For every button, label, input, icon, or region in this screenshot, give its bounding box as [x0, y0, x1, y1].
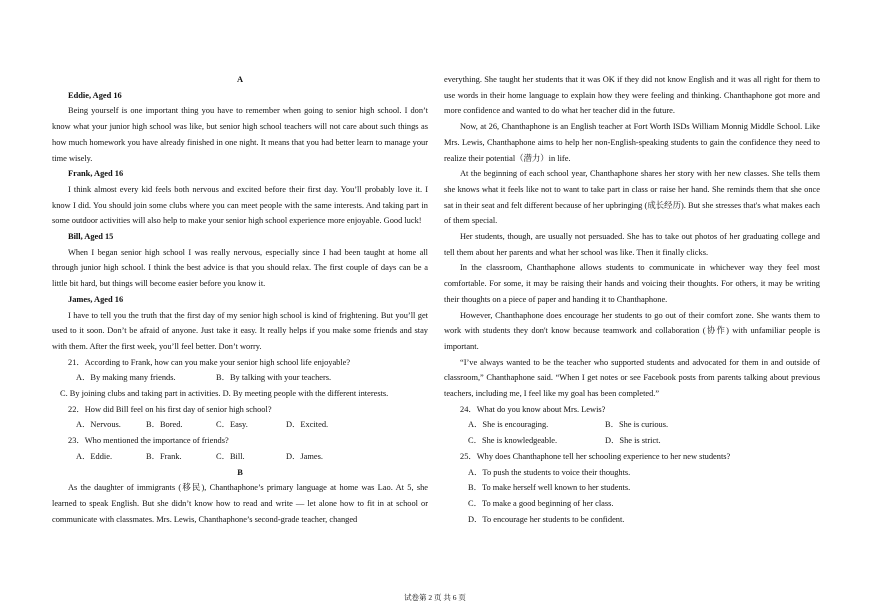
- q25-option-b: B．To make herself well known to her students.: [468, 483, 631, 493]
- bill-paragraph: When I began senior high school I was really nervous, especially since I had been taught at home all through junior high school. I think the best advice is that you should relax. The first couple of days can be a little bit hard, but things will become easier before you know it.: [52, 247, 428, 289]
- passage-b-p4: Her students, though, are usually not persuaded. She has to take out photos of her graduating college and tell them about her parents and what her school was like. Then it finally clicks.: [444, 232, 820, 257]
- frank-paragraph: I think almost every kid feels both nervous and excited before their first day. You’ll probably love it. I know I did. You should join some clubs where you can meet people with the same interests. And taking part in some outdoor activities will also help to make your senior high school experience more enjoyable. Good luck!: [52, 184, 428, 226]
- q21-options-cd: C. By joining clubs and taking part in activities. D. By meeting people with the different interests.: [60, 389, 389, 399]
- q23-option-c: C．Bill.: [216, 451, 245, 461]
- question-22: 22．How did Bill feel on his first day of senior high school?: [68, 404, 272, 414]
- bill-name: Bill, Aged 15: [68, 232, 114, 242]
- left-column: [52, 72, 428, 527]
- q25-option-d: D．To encourage her students to be confident.: [468, 514, 625, 524]
- page-footer: 试卷第 2 页 共 6 页: [404, 593, 466, 602]
- frank-name: Frank, Aged 16: [68, 169, 124, 179]
- question-25: 25．Why does Chanthaphone tell her schooling experience to her new students?: [460, 451, 731, 461]
- question-22-options: [52, 417, 428, 433]
- q24-option-a: A．She is encouraging.: [468, 420, 549, 430]
- question-24-options-ab: [444, 417, 820, 433]
- question-24: 24．What do you know about Mrs. Lewis?: [460, 404, 606, 414]
- q25-option-a: A．To push the students to voice their thoughts.: [468, 467, 631, 477]
- question-21: 21．According to Frank, how can you make your senior high school life enjoyable?: [68, 357, 351, 367]
- q23-option-b: B．Frank.: [146, 451, 182, 461]
- james-paragraph: I have to tell you the truth that the first day of my senior high school is kind of frightening. But you’ll get used to it soon. Don’t be afraid of anyone. Just take it easy. It really helps if you make some friends and stay with them. After the first week, you’ll feel better. Don’t worry.: [52, 310, 428, 351]
- q24-option-b: B．She is curious.: [605, 420, 669, 430]
- q22-option-d: D．Excited.: [286, 420, 329, 430]
- q23-option-a: A．Eddie.: [76, 451, 113, 461]
- section-b-heading: B: [237, 467, 243, 477]
- q21-option-a: A．By making many friends.: [76, 373, 176, 383]
- q24-option-d: D．She is strict.: [605, 436, 661, 446]
- passage-b-p5: In the classroom, Chanthaphone allows students to communicate in whichever way they feel most comfortable. For some, it may be raising their hands and voicing their thoughts. For others, it may be writing their thoughts on a piece of paper and handing it to Chanthaphone.: [444, 263, 820, 304]
- right-column: [444, 72, 820, 527]
- q21-option-b: B．By talking with your teachers.: [216, 373, 332, 383]
- q24-option-c: C．She is knowledgeable.: [468, 436, 558, 446]
- q22-option-b: B．Bored.: [146, 420, 183, 430]
- passage-b-p3: At the beginning of each school year, Chanthaphone shares her story with her new classes. She tells them she knows what it feels like not to want to take part in class or raise her hand. She reminds them that she once sat in their seat and felt different because of her upbringing (成长经历). But she stresses that's what makes each of them special.: [444, 169, 820, 226]
- q25-option-c: C．To make a good beginning of her class.: [468, 498, 614, 508]
- james-name: James, Aged 16: [68, 294, 124, 304]
- passage-b-intro: As the daughter of immigrants (移民), Chanthaphone’s primary language at home was Lao. At 5, she learned to speak English. But she didn’t know how to read and write — let alone how to fit in at school or communicate with classmates. Mrs. Lewis, Chanthaphone’s second-grade teacher, changed: [52, 483, 428, 524]
- passage-b-p2: Now, at 26, Chanthaphone is an English teacher at Fort Worth ISDs William Monnig Middle School. Like Mrs. Lewis, Chanthaphone aims to help her non-English-speaking students to gain the confidence they need to realize their potential（潜力）in life.: [444, 122, 820, 163]
- section-a-heading: A: [236, 75, 244, 84]
- eddie-name: Eddie, Aged 16: [68, 90, 122, 100]
- passage-b-p6: However, Chanthaphone does encourage her students to go out of their comfort zone. She wants them to work with students they don't know because teamwork and collaboration (协作) with unfamiliar people is important.: [444, 310, 820, 351]
- question-23-options: [52, 449, 428, 465]
- q22-option-c: C．Easy.: [216, 420, 248, 430]
- passage-b-p1: everything. She taught her students that it was OK if they did not know English and it was all right for them to use words in their home language to explain how they were feeling and thinking. Chanthaphone got more and more confidence and wanted to do what her teacher did in the future.: [444, 75, 820, 116]
- q23-option-d: D．James.: [286, 451, 323, 461]
- question-24-options-cd: [444, 433, 820, 449]
- passage-b-p7: “I’ve always wanted to be the teacher who supported students and advocated for them in and outside of classroom,” Chanthaphone said. “When I get notes or see Facebook posts from parents talking about previous teachers, including me, I feel like my goal has been completed.”: [444, 357, 820, 399]
- eddie-paragraph: Being yourself is one important thing you have to remember when going to senior high school. I don’t know what your junior high school was like, but senior high school teachers will not care about such things as how much homework you have already finished in one night. It means that you had better learn to manage your time wisely.: [52, 106, 428, 163]
- question-21-options-ab: [52, 370, 428, 386]
- q22-option-a: A．Nervous.: [76, 420, 121, 430]
- question-23: 23．Who mentioned the importance of friends?: [68, 436, 229, 446]
